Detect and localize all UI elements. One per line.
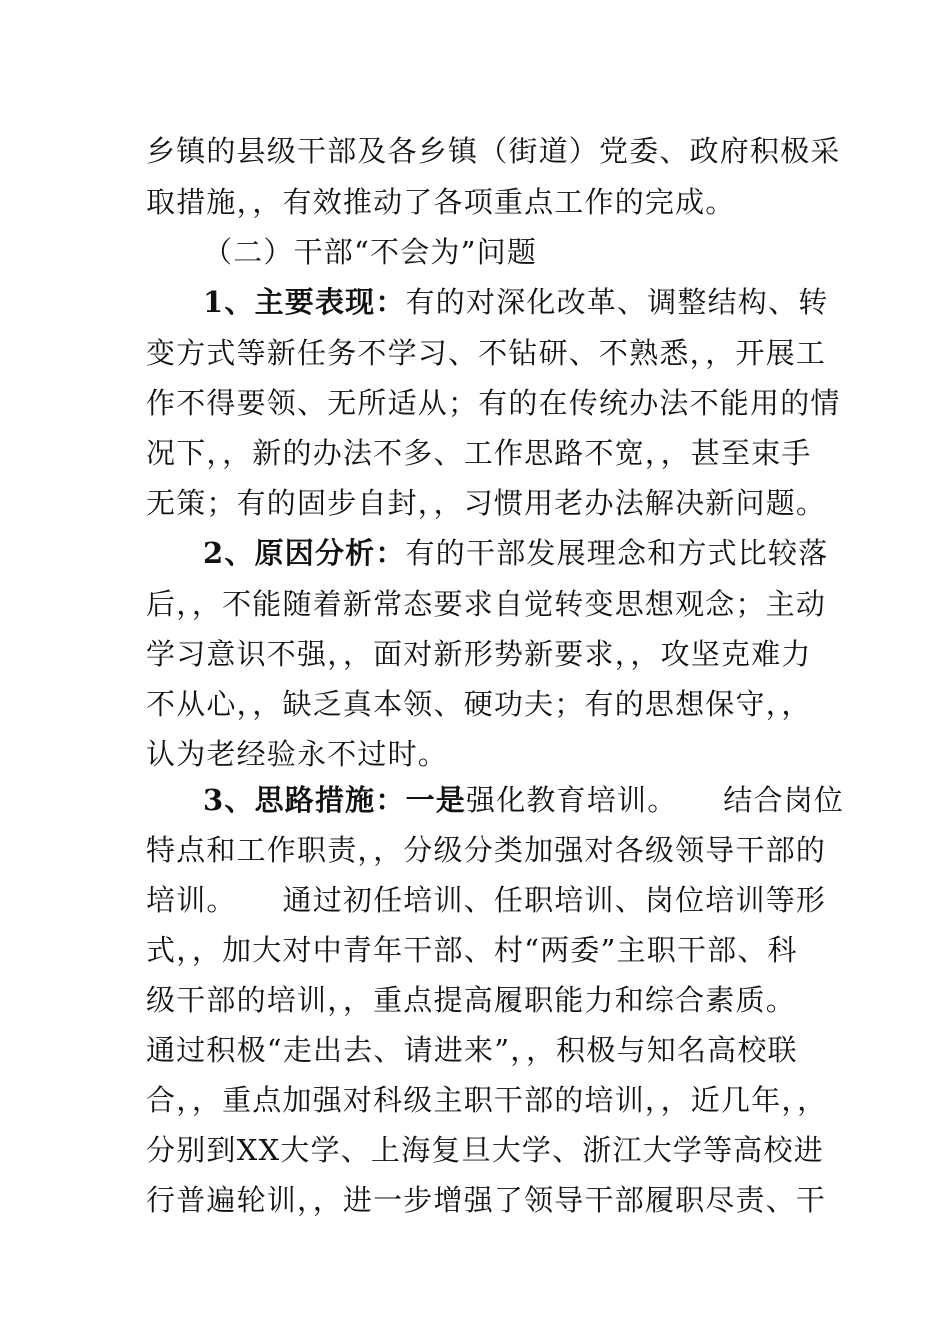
text-line: 分别到XX大学、上海复旦大学、浙江大学等高校进 — [146, 1133, 824, 1167]
text-line: 后，，不能随着新常态要求自觉转变思想观念；主动 — [146, 587, 827, 621]
item-label: 1、主要表现： — [203, 285, 406, 319]
item-label: 2、原因分析： — [203, 536, 406, 570]
text-line — [203, 780, 883, 820]
text-segment: 强化教育培训。 结合岗位 — [466, 783, 845, 817]
text-line: 取措施，，有效推动了各项重点工作的完成。 — [146, 185, 736, 219]
text-line: 式，，加大对中青年干部、村“两委”主职干部、科 — [146, 933, 798, 967]
text-line: 无策；有的固步自封，，习惯用老办法解决新问题。 — [146, 486, 827, 520]
text-line: 特点和工作职责，，分级分类加强对各级领导干部的 — [146, 833, 827, 867]
text-line: 不从心，，缺乏真本领、硬功夫；有的思想保守，， — [146, 687, 812, 721]
item-label: 3、思路措施： — [203, 783, 406, 817]
text-segment: 有的干部发展理念和方式比较落 — [405, 536, 829, 570]
text-line: 通过积极“走出去、请进来”，，积极与知名高校联 — [146, 1033, 798, 1067]
text-line: 认为老经验永不过时。 — [146, 737, 449, 771]
text-line: 况下，，新的办法不多、工作思路不宽，，甚至束手 — [146, 436, 812, 470]
item-marker: 一是 — [405, 783, 466, 817]
text-line: 行普遍轮训，，进一步增强了领导干部履职尽责、干 — [146, 1183, 827, 1217]
text-line: 级干部的培训，，重点提高履职能力和综合素质。 — [146, 983, 796, 1017]
text-line: 合，，重点加强对科级主职干部的培训，，近几年，， — [146, 1083, 828, 1117]
text-line: 乡镇的县级干部及各乡镇（街道）党委、政府积极采 — [146, 134, 841, 168]
section-heading: （二）干部“不会为”问题 — [203, 235, 538, 269]
text-segment: 有的对深化改革、调整结构、转 — [405, 285, 829, 319]
text-line: 作不得要领、无所适从；有的在传统办法不能用的情 — [146, 386, 841, 420]
text-line: 变方式等新任务不学习、不钻研、不熟悉，，开展工 — [146, 336, 827, 370]
text-line: 培训。 通过初任培训、任职培训、岗位培训等形 — [146, 883, 827, 917]
text-line — [203, 533, 883, 573]
text-line: 学习意识不强，，面对新形势新要求，，攻坚克难力 — [146, 637, 812, 671]
text-line — [203, 282, 883, 322]
